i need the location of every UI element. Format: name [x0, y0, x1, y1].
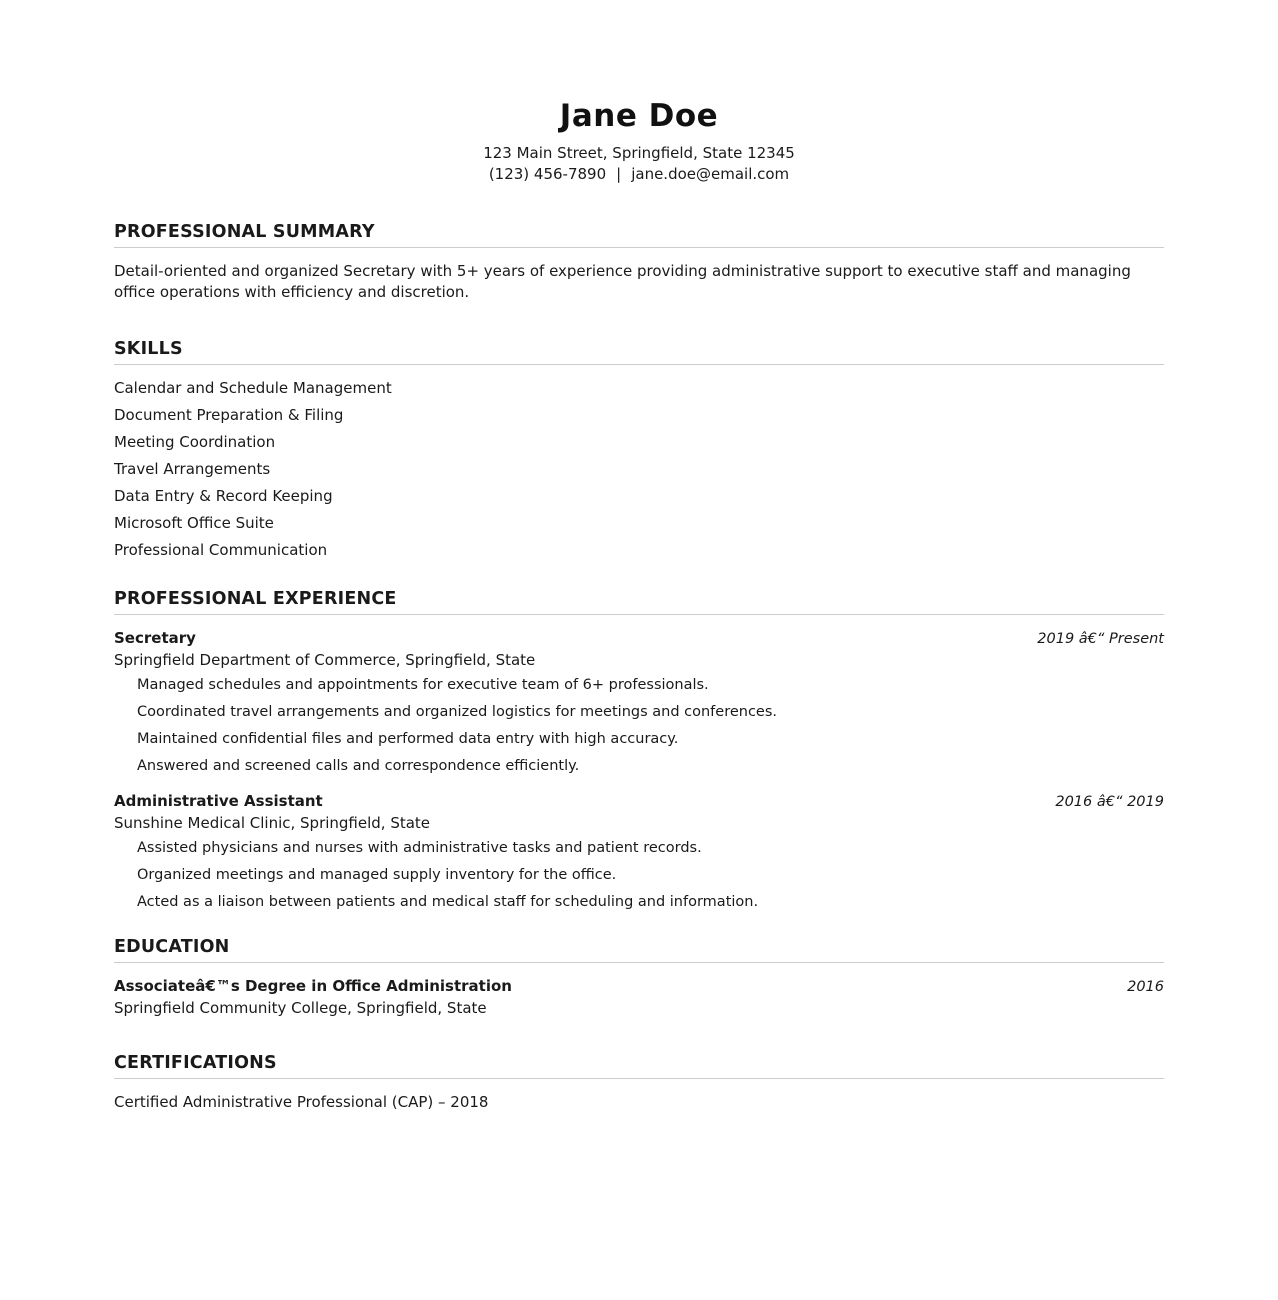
duty-item: Assisted physicians and nurses with administrative tasks and patient records.: [137, 840, 702, 856]
certifications-section: [114, 1051, 1164, 1113]
skills-section: [114, 337, 1164, 561]
skill-item: Calendar and Schedule Management: [114, 379, 392, 397]
certification-item: Certified Administrative Professional (CAP) – 2018: [114, 1093, 489, 1111]
job-title: Secretary: [114, 629, 196, 647]
separator: |: [616, 165, 622, 183]
skill-item: Professional Communication: [114, 541, 328, 559]
summary-text: Detail-oriented and organized Secretary with 5+ years of experience providing administrative support to executive staff and managing office operations with efficiency and discretion.: [114, 262, 1131, 301]
skills-list: [114, 378, 1164, 561]
address: 123 Main Street, Springfield, State 12345: [483, 144, 795, 162]
phone: (123) 456-7890: [488, 165, 607, 183]
education-section: [114, 935, 1164, 1019]
duty-item: Managed schedules and appointments for executive team of 6+ professionals.: [137, 677, 709, 693]
resume-page: [114, 0, 1164, 1113]
school: Springfield Community College, Springfield, State: [114, 999, 487, 1017]
duty-item: Coordinated travel arrangements and organized logistics for meetings and conferences.: [137, 704, 778, 720]
job-dates: 2019 â€“ Present: [1037, 631, 1164, 647]
contact-block: [114, 143, 1164, 185]
skill-item: Document Preparation & Filing: [114, 406, 344, 424]
duty-item: Maintained confidential files and performed data entry with high accuracy.: [137, 731, 679, 747]
candidate-name: Jane Doe: [559, 98, 719, 134]
job-dates: 2016 â€“ 2019: [1055, 794, 1164, 810]
section-title-certifications: CERTIFICATIONS: [114, 1051, 1164, 1079]
job-entry: [114, 628, 1164, 777]
duties-list: [114, 675, 1164, 777]
degree: Associateâ€™s Degree in Office Administration: [114, 977, 512, 995]
job-entry: [114, 791, 1164, 913]
skill-item: Meeting Coordination: [114, 433, 276, 451]
graduation-year: 2016: [1127, 979, 1164, 995]
skill-item: Travel Arrangements: [114, 460, 271, 478]
section-title-summary: PROFESSIONAL SUMMARY: [114, 220, 1164, 248]
section-title-education: EDUCATION: [114, 935, 1164, 963]
email: jane.doe@email.com: [631, 165, 790, 183]
duties-list: [114, 838, 1164, 913]
section-title-skills: SKILLS: [114, 337, 1164, 365]
duty-item: Answered and screened calls and correspondence efficiently.: [137, 758, 580, 774]
skill-item: Data Entry & Record Keeping: [114, 487, 333, 505]
experience-section: [114, 587, 1164, 913]
skill-item: Microsoft Office Suite: [114, 514, 274, 532]
summary-section: [114, 220, 1164, 303]
job-organization: Sunshine Medical Clinic, Springfield, State: [114, 814, 431, 832]
phone-email-line: [114, 164, 1164, 185]
job-title: Administrative Assistant: [114, 792, 323, 810]
duty-item: Acted as a liaison between patients and medical staff for scheduling and information.: [137, 894, 759, 910]
job-organization: Springfield Department of Commerce, Springfield, State: [114, 651, 536, 669]
duty-item: Organized meetings and managed supply inventory for the office.: [137, 867, 617, 883]
section-title-experience: PROFESSIONAL EXPERIENCE: [114, 587, 1164, 615]
